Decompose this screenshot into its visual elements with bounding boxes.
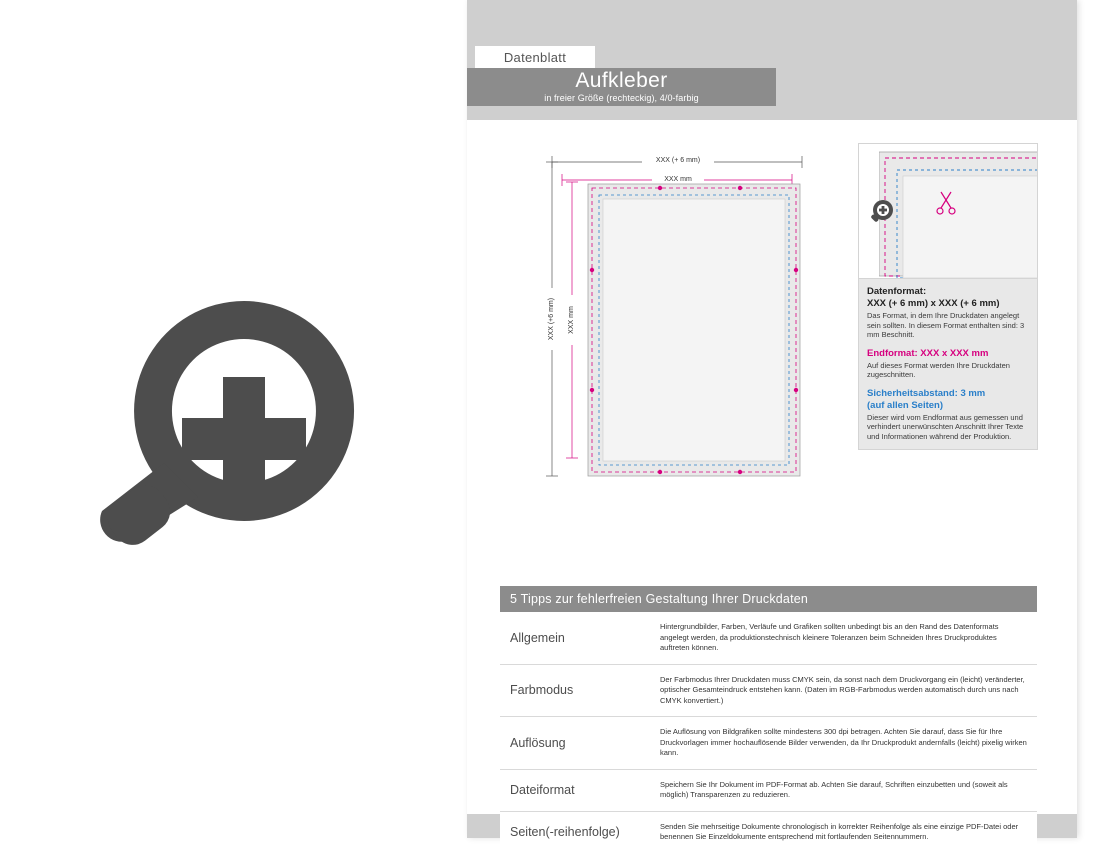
table-row: [500, 612, 1037, 665]
title-bar: [467, 68, 776, 106]
format-info-panel: [858, 143, 1038, 450]
tips-row-text: Hintergrundbilder, Farben, Verläufe und Grafiken sollten unbedingt bis an den Rand des Datenformats angelegt werden, da produktionstechnisch kleinere Toleranzen beim Schneiden Ihres Druckproduktes auftreten können.: [660, 622, 999, 652]
info-block-endformat-title: Endformat: XXX x XXX mm: [867, 347, 989, 359]
info-block-sicherheitsabstand-subtitle: (auf allen Seiten): [867, 399, 944, 411]
info-block-datenformat-title: Datenformat:: [867, 286, 927, 297]
format-preview-thumbnail: [858, 143, 1038, 279]
tips-row-text: Senden Sie mehrseitige Dokumente chronologisch in korrekter Reihenfolge als eine einzige PDF-Datei oder benennen Sie Einzeldokumente entsprechend mit fortlaufenden Seitennummern.: [660, 821, 1019, 841]
tips-row-label: Seiten(-reihenfolge): [510, 825, 620, 839]
page-subtitle: in freier Größe (rechteckig), 4/0-farbig: [544, 93, 699, 103]
tips-row-text: Der Farbmodus Ihrer Druckdaten muss CMYK sein, da sonst nach dem Druckvorgang ein (leicht) veränderter, optischer Gesamteindruck entstehen kann. (Daten im RGB-Farbmodus werden automatisch durch uns nach CMYK konvertiert.): [660, 674, 1025, 705]
info-block-sicherheitsabstand-text: Dieser wird vom Endformat aus gemessen und verhindert unerwünschten Anschnitt Ihrer Texte und Informationen während der Produktion.: [867, 412, 1024, 441]
info-block-endformat: [867, 348, 1029, 380]
page-left-margin: [467, 120, 501, 814]
format-diagram: [500, 140, 850, 500]
table-row: [500, 770, 1037, 812]
table-row: [500, 717, 1037, 770]
tips-table: [500, 586, 1037, 853]
info-block-endformat-text: Auf dieses Format werden Ihre Druckdaten zugeschnitten.: [867, 360, 1010, 379]
svg-text:XXX mm: XXX mm: [568, 306, 575, 334]
info-block-sicherheitsabstand: [867, 388, 1029, 442]
info-block-datenformat-subtitle: XXX (+ 6 mm) x XXX (+ 6 mm): [867, 298, 1000, 309]
info-block-datenformat: [867, 286, 1029, 340]
svg-text:XXX (+ 6 mm): XXX (+ 6 mm): [655, 157, 701, 164]
tips-row-label: Farbmodus: [510, 683, 574, 698]
magnifier-plus-icon: [98, 295, 360, 557]
tips-row-label: Dateiformat: [510, 783, 575, 797]
tips-row-text: Die Auflösung von Bildgrafiken sollte mindestens 300 dpi betragen. Achten Sie darauf, dass Sie für Ihre Druckvorlagen immer hochauflösende Bilder verwenden, da Ihr Druckprodukt andernfalls (leicht) pixelig wirken kann.: [660, 727, 1027, 757]
tips-table-header: 5 Tipps zur fehlerfreien Gestaltung Ihrer Druckdaten: [500, 586, 1037, 612]
info-block-datenformat-text: Das Format, in dem Ihre Druckdaten angelegt sein sollten. In diesem Format enthalten sind: 3 mm Beschnitt.: [867, 311, 1025, 339]
tips-row-label: Auflösung: [510, 735, 566, 750]
format-info-text: [858, 279, 1038, 450]
table-row: [500, 665, 1037, 718]
svg-text:XXX (+6 mm): XXX (+6 mm): [548, 297, 555, 341]
page-title: Aufkleber: [575, 69, 668, 92]
svg-text:XXX mm: XXX mm: [664, 176, 692, 183]
info-block-sicherheitsabstand-title: Sicherheitsabstand: 3 mm: [867, 387, 986, 399]
table-row: [500, 812, 1037, 853]
tips-row-text: Speichern Sie Ihr Dokument im PDF-Format ab. Achten Sie darauf, Schriften einzubetten und (soweit als möglich) Transparenzen zu reduzieren.: [660, 779, 1008, 799]
tips-row-label: Allgemein: [510, 630, 565, 645]
datenblatt-tab-label: Datenblatt: [503, 49, 567, 65]
datenblatt-tab: [475, 46, 595, 68]
